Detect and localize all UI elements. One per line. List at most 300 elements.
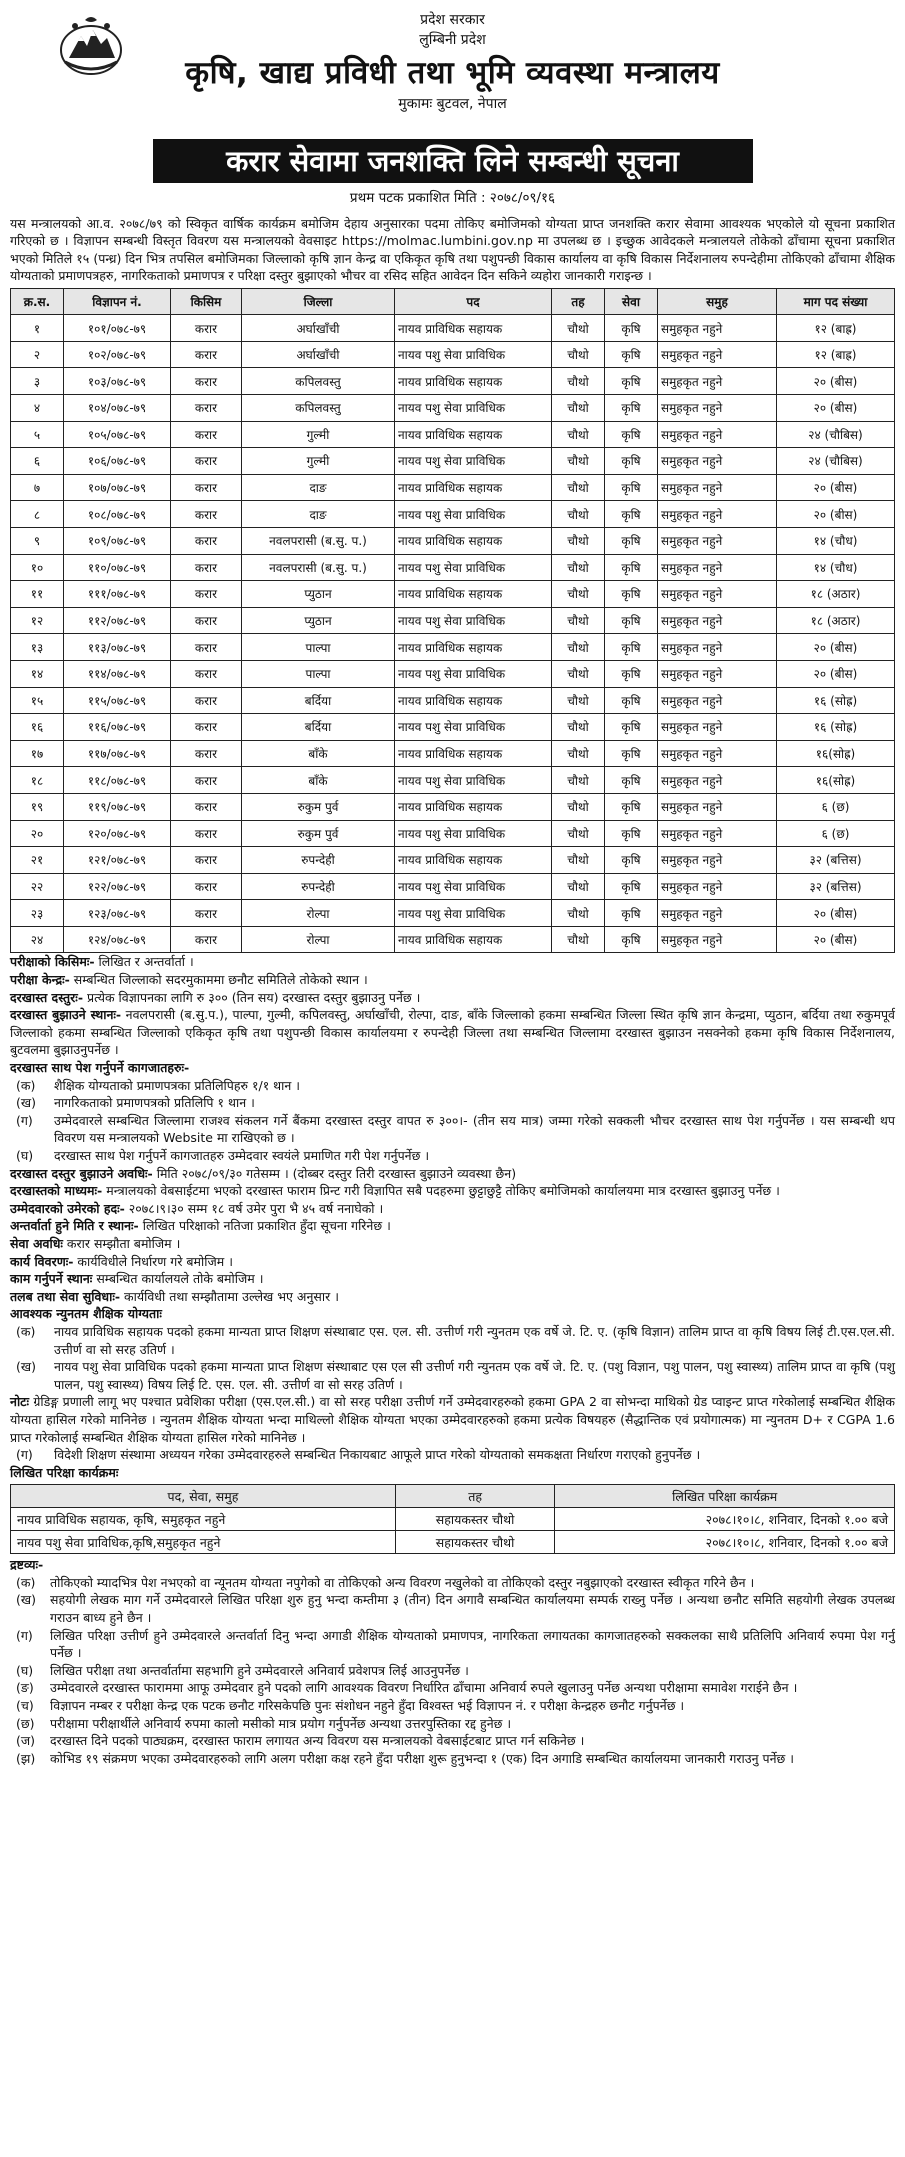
cell-service: कृषि (605, 448, 658, 475)
qualification-item-key: (ख) (16, 1359, 36, 1375)
cell-vacancies: २४ (चौबिस) (777, 448, 895, 475)
cell-post: नायव पशु सेवा प्राविधिक (395, 767, 552, 794)
cell-service: कृषि (605, 687, 658, 714)
table-row (11, 847, 895, 874)
vacancy-table-header (11, 288, 895, 315)
qualification-item-text: नायव प्राविधिक सहायक पदको हकमा मान्यता प्राप्त शिक्षण संस्थाबाट एस. एल. सी. उत्तीर्ण गरी न्युनतम एक वर्षे जे. टि. ए. (कृषि विज्ञान) तालिम प्राप्त वा कृषि विषय लिई टी.एस.एल.सी. उत्तीर्ण वा सो सरह उतिर्ण । (54, 1323, 895, 1357)
table-row (11, 421, 895, 448)
note-item (10, 1679, 895, 1697)
cell-type: करार (171, 501, 242, 528)
cell-level: चौथो (552, 634, 605, 661)
cell-ad-number: ११३/०७८-७९ (64, 634, 171, 661)
document-item-text: दरखास्त साथ पेश गर्नुपर्ने कागजातहरु उम्मेदवार स्वयंले प्रमाणित गरी पेश गर्नुपर्नेछ । (54, 1148, 430, 1163)
cell-level: चौथो (552, 527, 605, 554)
exam-cell: २०७८।१०।८, शनिवार, दिनको १.०० बजे (555, 1508, 895, 1531)
cell-serial: ७ (11, 474, 64, 501)
cell-ad-number: १२२/०७८-७९ (64, 873, 171, 900)
note-item-key: (ग) (16, 1627, 33, 1643)
cell-level: चौथो (552, 448, 605, 475)
cell-type: करार (171, 660, 242, 687)
cell-ad-number: ११२/०७८-७९ (64, 607, 171, 634)
cell-ad-number: १२४/०७८-७९ (64, 926, 171, 953)
cell-vacancies: २० (बीस) (777, 474, 895, 501)
cell-serial: २२ (11, 873, 64, 900)
age-limit-text: २०७८।९।३० सम्म १८ वर्ष उमेर पुरा भै ४५ वर्ष ननाघेको । (124, 1200, 384, 1216)
exam-cell: सहायकस्तर चौथो (395, 1508, 554, 1531)
document-item-key: (घ) (16, 1148, 34, 1163)
qualification-extra-key: (ग) (16, 1447, 33, 1463)
cell-type: करार (171, 847, 242, 874)
note-item-text: दरखास्त दिने पदको पाठ्यक्रम, दरखास्त फाराम लगायत अन्य विवरण यस मन्त्रालयको वेबसाईटबाट प्राप्त गर्न सकिनेछ । (50, 1733, 585, 1749)
cell-district: प्युठान (242, 581, 395, 608)
application-medium-text: मन्त्रालयको वेबसाईटमा भएको दरखास्त फाराम प्रिन्ट गरी विज्ञापित सबै पदहरुमा छुट्टाछुट्टै तोकिए बमोजिमको कार्यालयमा मात्र दरखास्त बुझाउनु पर्नेछ । (102, 1183, 780, 1199)
cell-post: नायव पशु सेवा प्राविधिक (395, 714, 552, 741)
table-row (11, 873, 895, 900)
cell-ad-number: १०२/०७८-७९ (64, 341, 171, 368)
cell-district: रुकुम पुर्व (242, 793, 395, 820)
document-item (10, 1147, 895, 1165)
cell-level: चौथो (552, 315, 605, 342)
cell-ad-number: १२१/०७८-७९ (64, 847, 171, 874)
application-medium (10, 1182, 895, 1200)
document-item (10, 1094, 895, 1112)
table-row (11, 740, 895, 767)
cell-level: चौथो (552, 501, 605, 528)
cell-serial: १३ (11, 634, 64, 661)
cell-service: कृषि (605, 793, 658, 820)
exam-schedule-table (10, 1484, 895, 1554)
cell-group: समुहकृत नहुने (658, 368, 777, 395)
exam-cell: नायव पशु सेवा प्राविधिक,कृषि,समुहकृत नहुने (11, 1531, 396, 1554)
note-item (10, 1627, 895, 1662)
fee-deadline (10, 1165, 895, 1183)
note-item-text: लिखित परिक्षा उत्तीर्ण हुने उम्मेदवारले अन्तर्वार्ता दिनु भन्दा अगाडी शैक्षिक योग्यताको प्रमाणपत्र, नागरिकता लगायतका कागजातहरुको सक्कलका साथै प्रतिलिपि अनिवार्य रुपमा पेश गर्नु पर्नेछ । (50, 1627, 895, 1661)
nepal-emblem-icon (55, 14, 127, 78)
cell-level: चौथो (552, 820, 605, 847)
cell-post: नायव पशु सेवा प्राविधिक (395, 554, 552, 581)
cell-serial: १६ (11, 714, 64, 741)
cell-post: नायव प्राविधिक सहायक (395, 634, 552, 661)
submission-place-label: दरखास्त बुझाउने स्थानः- (10, 1007, 122, 1023)
exam-type-label: परीक्षाको किसिमः- (10, 954, 95, 970)
note-item-key: (ङ) (16, 1680, 34, 1696)
application-fee-label: दरखास्त दस्तुरः- (10, 989, 84, 1005)
table-row (11, 581, 895, 608)
qualification-note (10, 1393, 895, 1446)
exam-center-text: सम्बन्धित जिल्लाको सदरमुकाममा छनौट समितिले तोकेको स्थान । (69, 972, 368, 988)
note-item-text: परीक्षामा परीक्षार्थीले अनिवार्य रुपमा कालो मसीको मात्र प्रयोग गर्नुपर्नेछ अन्यथा उत्तरपुस्तिका रद्द हुनेछ । (50, 1715, 512, 1731)
vacancy-table (10, 288, 895, 954)
cell-service: कृषि (605, 474, 658, 501)
qualification-extra-text: विदेशी शिक्षण संस्थामा अध्ययन गरेका उम्मेदवारहरुले सम्बन्धित निकायबाट आफूले प्राप्त गरेको योग्यताको समकक्षता निर्धारण गराएको हुनुपर्नेछ । (54, 1447, 701, 1463)
cell-level: चौथो (552, 767, 605, 794)
cell-district: गुल्मी (242, 421, 395, 448)
service-period (10, 1235, 895, 1253)
qualification-item (10, 1358, 895, 1393)
table-row (11, 820, 895, 847)
table-row (11, 767, 895, 794)
cell-serial: १८ (11, 767, 64, 794)
cell-district: बर्दिया (242, 687, 395, 714)
header-service: सेवा (605, 288, 658, 315)
cell-post: नायव पशु सेवा प्राविधिक (395, 820, 552, 847)
cell-level: चौथो (552, 607, 605, 634)
cell-type: करार (171, 341, 242, 368)
cell-district: गुल्मी (242, 448, 395, 475)
cell-type: करार (171, 926, 242, 953)
application-medium-label: दरखास्तको माध्यमः- (10, 1183, 103, 1199)
submission-place-text: नवलपरासी (ब.सु.प.), पाल्पा, गुल्मी, कपिलवस्तु, अर्घाखाँची, रोल्पा, दाङ, बाँके जिल्लाको हकमा सम्बन्धित जिल्ला स्थित कृषि ज्ञान केन्द्रमा, प्युठान, बर्दिया तथा रुकुमपूर्व जिल्लाको हकमा सम्बन्धित जिल्लाको एकिकृत कृषि तथा पशुपन्छी विकास कार्यालयमा र रुपन्देही जिल्ला तथा सम्बन्धित जिल्लामा दरखास्त बुझाउन नसक्नेको हकमा कृषि विकास निर्देशनालय, बुटवलमा बुझाउनुपर्नेछ । (10, 1007, 895, 1058)
table-row (11, 368, 895, 395)
cell-vacancies: २० (बीस) (777, 900, 895, 927)
cell-group: समुहकृत नहुने (658, 341, 777, 368)
qualification-item-key: (क) (16, 1323, 36, 1339)
cell-post: नायव प्राविधिक सहायक (395, 687, 552, 714)
table-row (11, 926, 895, 953)
notice-header (10, 10, 895, 135)
cell-post: नायव प्राविधिक सहायक (395, 368, 552, 395)
cell-post: नायव पशु सेवा प्राविधिक (395, 395, 552, 422)
cell-serial: ३ (11, 368, 64, 395)
cell-type: करार (171, 527, 242, 554)
cell-group: समुहकृत नहुने (658, 714, 777, 741)
cell-service: कृषि (605, 501, 658, 528)
cell-ad-number: ११०/०७८-७९ (64, 554, 171, 581)
cell-district: नवलपरासी (ब.सु. प.) (242, 554, 395, 581)
interview-text: लिखित परिक्षाको नतिजा प्रकाशित हुँदा सूचना गरिनेछ । (138, 1218, 391, 1234)
cell-group: समुहकृत नहुने (658, 527, 777, 554)
exam-type (10, 953, 895, 971)
cell-group: समुहकृत नहुने (658, 554, 777, 581)
cell-ad-number: ११६/०७८-७९ (64, 714, 171, 741)
cell-vacancies: ६ (छ) (777, 820, 895, 847)
cell-serial: ५ (11, 421, 64, 448)
cell-vacancies: १६ (सोह्र) (777, 687, 895, 714)
cell-level: चौथो (552, 793, 605, 820)
cell-serial: ११ (11, 581, 64, 608)
cell-vacancies: २० (बीस) (777, 395, 895, 422)
cell-type: करार (171, 581, 242, 608)
note-item (10, 1574, 895, 1592)
cell-district: नवलपरासी (ब.सु. प.) (242, 527, 395, 554)
cell-group: समुहकृत नहुने (658, 900, 777, 927)
header-group: समुह (658, 288, 777, 315)
note-item-key: (घ) (16, 1662, 34, 1678)
application-fee (10, 989, 895, 1007)
interview-info (10, 1217, 895, 1235)
table-row (11, 395, 895, 422)
table-row (11, 554, 895, 581)
cell-post: नायव पशु सेवा प्राविधिक (395, 341, 552, 368)
documents-list (10, 1077, 895, 1165)
submission-place (10, 1006, 895, 1059)
cell-serial: १९ (11, 793, 64, 820)
cell-level: चौथो (552, 660, 605, 687)
cell-post: नायव प्राविधिक सहायक (395, 926, 552, 953)
service-period-text: करार सम्झौता बमोजिम । (62, 1235, 181, 1251)
cell-vacancies: २० (बीस) (777, 660, 895, 687)
note-item-text: उम्मेदवारले दरखास्त फाराममा आफू उम्मेदवार हुने पदको लागि आवश्यक विवरण निर्धारित ढाँचामा अनिवार्य रुपले खुलाउनु पर्नेछ अन्यथा परीक्षामा समावेश गराईने छैन । (50, 1680, 798, 1696)
note-item-text: सहयोगी लेखक माग गर्ने उम्मेदवारले लिखित परिक्षा शुरु हुनु भन्दा कम्तीमा ३ (तीन) दिन अगावै सम्बन्धित कार्यालयमा सम्पर्क राख्नु पर्नेछ । अन्यथा छनौट समिति सहयोगी लेखक उपलब्ध गराउन बाध्य हुने छैन । (50, 1592, 895, 1626)
cell-level: चौथो (552, 900, 605, 927)
cell-level: चौथो (552, 395, 605, 422)
fee-deadline-text: मिति २०७८/०९/३० गतेसम्म । (दोब्बर दस्तुर तिरी दरखास्त बुझाउने व्यवस्था छैन) (152, 1165, 517, 1181)
header-district: जिल्ला (242, 288, 395, 315)
cell-post: नायव प्राविधिक सहायक (395, 740, 552, 767)
cell-post: नायव प्राविधिक सहायक (395, 581, 552, 608)
cell-service: कृषि (605, 634, 658, 661)
cell-vacancies: १८ (अठार) (777, 581, 895, 608)
cell-serial: २१ (11, 847, 64, 874)
cell-district: रुपन्देही (242, 847, 395, 874)
header-post: पद (395, 288, 552, 315)
qualification-list (10, 1323, 895, 1393)
document-item-key: (क) (16, 1077, 36, 1093)
exam-header-cell: पद, सेवा, समुह (11, 1485, 396, 1508)
table-row (11, 900, 895, 927)
cell-post: नायव पशु सेवा प्राविधिक (395, 501, 552, 528)
cell-ad-number: ११७/०७८-७९ (64, 740, 171, 767)
cell-serial: १२ (11, 607, 64, 634)
cell-district: अर्घाखाँची (242, 315, 395, 342)
work-place-label: काम गर्नुपर्ने स्थानः (10, 1271, 93, 1287)
exam-row (11, 1508, 895, 1531)
header-type: किसिम (171, 288, 242, 315)
cell-level: चौथो (552, 873, 605, 900)
cell-district: कपिलवस्तु (242, 368, 395, 395)
cell-post: नायव प्राविधिक सहायक (395, 421, 552, 448)
cell-group: समुहकृत नहुने (658, 793, 777, 820)
cell-group: समुहकृत नहुने (658, 421, 777, 448)
cell-ad-number: १०४/०७८-७९ (64, 395, 171, 422)
cell-vacancies: २० (बीस) (777, 634, 895, 661)
cell-service: कृषि (605, 368, 658, 395)
cell-group: समुहकृत नहुने (658, 873, 777, 900)
exam-center-label: परीक्षा केन्द्रः- (10, 972, 70, 988)
exam-cell: नायव प्राविधिक सहायक, कृषि, समुहकृत नहुने (11, 1508, 396, 1531)
cell-level: चौथो (552, 368, 605, 395)
cell-group: समुहकृत नहुने (658, 395, 777, 422)
cell-ad-number: १०१/०७८-७९ (64, 315, 171, 342)
exam-center (10, 971, 895, 989)
note-item (10, 1591, 895, 1626)
cell-serial: २३ (11, 900, 64, 927)
note-item-key: (क) (16, 1574, 36, 1590)
cell-vacancies: २० (बीस) (777, 926, 895, 953)
table-row (11, 527, 895, 554)
cell-serial: १५ (11, 687, 64, 714)
cell-ad-number: १०६/०७८-७९ (64, 448, 171, 475)
document-item (10, 1112, 895, 1147)
cell-vacancies: १२ (बाह्र) (777, 341, 895, 368)
cell-vacancies: १६ (सोह्र) (777, 714, 895, 741)
cell-serial: १ (11, 315, 64, 342)
province-label: लुम्बिनी प्रदेश (419, 32, 486, 48)
cell-service: कृषि (605, 341, 658, 368)
cell-type: करार (171, 554, 242, 581)
cell-service: कृषि (605, 873, 658, 900)
document-item-key: (ख) (16, 1095, 36, 1111)
note-item-text: विज्ञापन नम्बर र परीक्षा केन्द्र एक पटक छनौट गरिसकेपछि पुनः संशोधन नहुने हुँदा विश्वस्त भई विज्ञापन नं. र परीक्षा केन्द्रहरु छनौट गर्नुपर्नेछ । (50, 1698, 685, 1714)
document-item-text: नागरिकताको प्रमाणपत्रको प्रतिलिपि १ थान । (54, 1095, 255, 1111)
table-row (11, 634, 895, 661)
cell-ad-number: १०५/०७८-७९ (64, 421, 171, 448)
document-item-text: शैक्षिक योग्यताको प्रमाणपत्रका प्रतिलिपिहरु १/१ थान । (54, 1077, 301, 1093)
cell-type: करार (171, 687, 242, 714)
cell-serial: १४ (11, 660, 64, 687)
cell-vacancies: ६ (छ) (777, 793, 895, 820)
cell-ad-number: ११४/०७८-७९ (64, 660, 171, 687)
cell-vacancies: २० (बीस) (777, 368, 895, 395)
fee-deadline-label: दरखास्त दस्तुर बुझाउने अवधिः- (10, 1165, 153, 1181)
cell-type: करार (171, 820, 242, 847)
qualification-extra (10, 1446, 895, 1464)
cell-ad-number: ११९/०७८-७९ (64, 793, 171, 820)
notice-banner: करार सेवामा जनशक्ति लिने सम्बन्धी सूचना (153, 139, 753, 183)
cell-serial: २० (11, 820, 64, 847)
cell-district: अर्घाखाँची (242, 341, 395, 368)
table-row (11, 341, 895, 368)
cell-vacancies: १४ (चौध) (777, 554, 895, 581)
cell-post: नायव प्राविधिक सहायक (395, 527, 552, 554)
cell-ad-number: १०७/०७८-७९ (64, 474, 171, 501)
cell-ad-number: १०९/०७८-७९ (64, 527, 171, 554)
cell-type: करार (171, 714, 242, 741)
cell-service: कृषि (605, 607, 658, 634)
note-item-text: लिखित परीक्षा तथा अन्तर्वार्तामा सहभागि हुने उम्मेदवारले अनिवार्य प्रवेशपत्र लिई आउनुपर्नेछ । (50, 1662, 469, 1678)
cell-serial: २ (11, 341, 64, 368)
cell-level: चौथो (552, 847, 605, 874)
cell-ad-number: १०३/०७८-७९ (64, 368, 171, 395)
qualification-note-label: नोटः (10, 1394, 30, 1410)
exam-header-cell: लिखित परिक्षा कार्यक्रम (555, 1485, 895, 1508)
cell-service: कृषि (605, 554, 658, 581)
cell-level: चौथो (552, 474, 605, 501)
cell-district: रोल्पा (242, 900, 395, 927)
cell-vacancies: १६(सोह्र) (777, 740, 895, 767)
work-place-text: सम्बन्धित कार्यालयले तोके बमोजिम । (92, 1271, 264, 1287)
cell-district: दाङ (242, 501, 395, 528)
cell-district: रुपन्देही (242, 873, 395, 900)
document-item-text: उम्मेदवारले सम्बन्धित जिल्लामा राजश्व संकलन गर्ने बैंकमा दरखास्त दस्तुर वापत रु ३००।- (तीन सय मात्र) जम्मा गरेको सक्कली भौचर दरखास्त साथ पेश गर्नुपर्नेछ । यस सम्बन्धी थप विवरण यस मन्त्रालयको Website मा राखिएको छ । (54, 1112, 895, 1146)
cell-level: चौथो (552, 740, 605, 767)
cell-vacancies: ३२ (बत्तिस) (777, 873, 895, 900)
cell-type: करार (171, 607, 242, 634)
cell-type: करार (171, 793, 242, 820)
cell-type: करार (171, 395, 242, 422)
cell-post: नायव प्राविधिक सहायक (395, 474, 552, 501)
interview-label: अन्तर्वार्ता हुने मिति र स्थानः- (10, 1218, 139, 1234)
cell-service: कृषि (605, 847, 658, 874)
note-item (10, 1662, 895, 1680)
cell-service: कृषि (605, 527, 658, 554)
government-label: प्रदेश सरकार (420, 12, 485, 28)
cell-serial: ४ (11, 395, 64, 422)
cell-district: पाल्पा (242, 660, 395, 687)
cell-level: चौथो (552, 341, 605, 368)
cell-level: चौथो (552, 714, 605, 741)
cell-group: समुहकृत नहुने (658, 847, 777, 874)
cell-group: समुहकृत नहुने (658, 740, 777, 767)
cell-type: करार (171, 368, 242, 395)
notes-heading: द्रष्टव्यः- (10, 1557, 44, 1573)
cell-ad-number: ११५/०७८-७९ (64, 687, 171, 714)
cell-group: समुहकृत नहुने (658, 634, 777, 661)
document-item-key: (ग) (16, 1112, 33, 1128)
cell-group: समुहकृत नहुने (658, 687, 777, 714)
cell-serial: २४ (11, 926, 64, 953)
note-item-key: (ख) (16, 1592, 36, 1608)
cell-type: करार (171, 448, 242, 475)
cell-vacancies: १४ (चौध) (777, 527, 895, 554)
cell-ad-number: १२०/०७८-७९ (64, 820, 171, 847)
cell-vacancies: १६(सोह्र) (777, 767, 895, 794)
cell-type: करार (171, 767, 242, 794)
cell-group: समुहकृत नहुने (658, 501, 777, 528)
exam-cell: २०७८।१०।८, शनिवार, दिनको १.०० बजे (555, 1531, 895, 1554)
cell-serial: ९ (11, 527, 64, 554)
cell-service: कृषि (605, 714, 658, 741)
cell-vacancies: ३२ (बत्तिस) (777, 847, 895, 874)
cell-post: नायव पशु सेवा प्राविधिक (395, 448, 552, 475)
cell-post: नायव प्राविधिक सहायक (395, 315, 552, 342)
cell-district: बर्दिया (242, 714, 395, 741)
table-row (11, 501, 895, 528)
table-row (11, 607, 895, 634)
cell-service: कृषि (605, 767, 658, 794)
cell-group: समुहकृत नहुने (658, 607, 777, 634)
cell-district: बाँके (242, 740, 395, 767)
note-item-key: (ज) (16, 1733, 36, 1749)
exam-schedule-heading: लिखित परिक्षा कार्यक्रमः (10, 1464, 119, 1480)
note-item (10, 1697, 895, 1715)
cell-service: कृषि (605, 395, 658, 422)
cell-ad-number: १२३/०७८-७९ (64, 900, 171, 927)
cell-post: नायव प्राविधिक सहायक (395, 847, 552, 874)
header-ad-number: विज्ञापन नं. (64, 288, 171, 315)
ministry-location: मुकामः बुटवल, नेपाल (398, 96, 507, 112)
exam-header-cell: तह (395, 1485, 554, 1508)
cell-post: नायव पशु सेवा प्राविधिक (395, 607, 552, 634)
service-period-label: सेवा अवधिः (10, 1235, 63, 1251)
cell-service: कृषि (605, 421, 658, 448)
document-item (10, 1077, 895, 1095)
age-limit (10, 1200, 895, 1218)
cell-type: करार (171, 873, 242, 900)
cell-district: कपिलवस्तु (242, 395, 395, 422)
header-vacancies: माग पद संख्या (777, 288, 895, 315)
cell-group: समुहकृत नहुने (658, 315, 777, 342)
application-fee-text: प्रत्येक विज्ञापनका लागि रु ३०० (तिन सय) दरखास्त दस्तुर बुझाउनु पर्नेछ । (83, 989, 421, 1005)
cell-ad-number: १११/०७८-७९ (64, 581, 171, 608)
salary-benefits (10, 1288, 895, 1306)
table-row (11, 714, 895, 741)
cell-group: समुहकृत नहुने (658, 660, 777, 687)
cell-district: रोल्पा (242, 926, 395, 953)
cell-district: प्युठान (242, 607, 395, 634)
cell-group: समुहकृत नहुने (658, 581, 777, 608)
cell-service: कृषि (605, 581, 658, 608)
cell-level: चौथो (552, 554, 605, 581)
cell-level: चौथो (552, 421, 605, 448)
table-row (11, 660, 895, 687)
header-serial: क्र.स. (11, 288, 64, 315)
cell-post: नायव पशु सेवा प्राविधिक (395, 900, 552, 927)
note-item (10, 1750, 895, 1768)
cell-ad-number: १०८/०७८-७९ (64, 501, 171, 528)
table-row (11, 793, 895, 820)
note-item-text: कोभिड १९ संक्रमण भएका उम्मेदवारहरुको लागि अलग परीक्षा कक्ष रहने हुँदा परीक्षा शुरू हुनुभन्दा १ (एक) दिन अगाडि सम्बन्धित कार्यालयमा जानकारी गराउनु पर्नेछ । (50, 1750, 795, 1766)
